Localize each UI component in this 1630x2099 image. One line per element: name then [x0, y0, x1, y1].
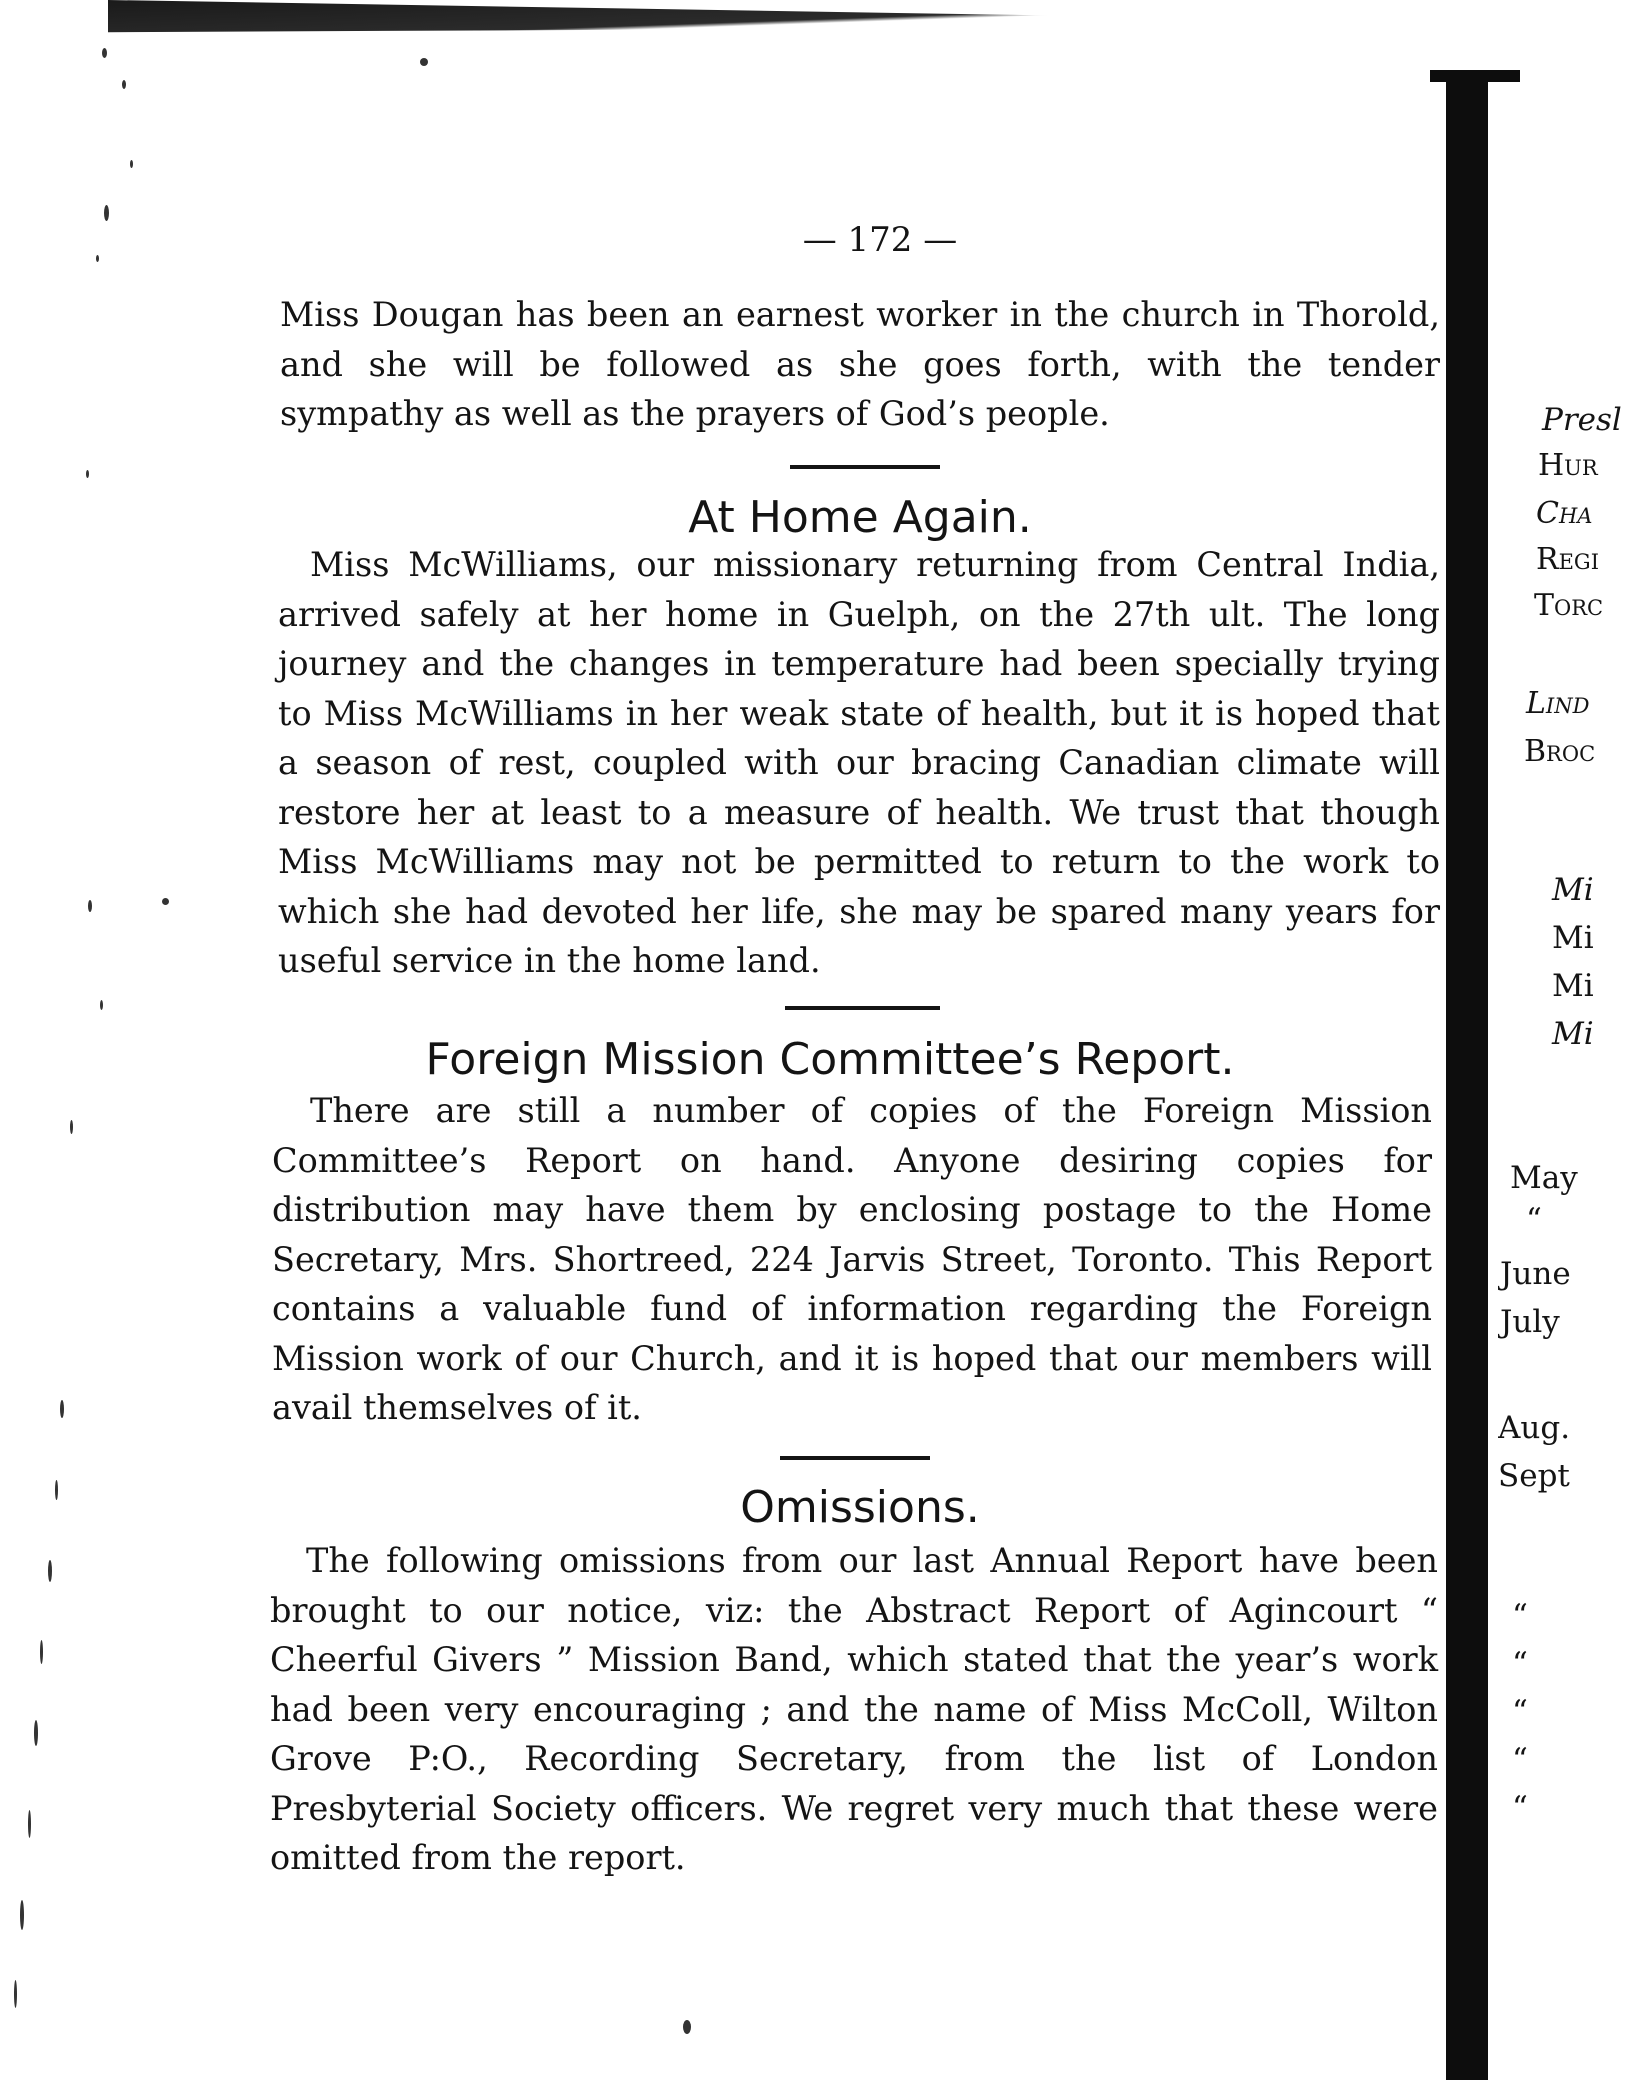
- margin-fragment: “: [1512, 1598, 1528, 1634]
- margin-fragment: Regi: [1536, 542, 1599, 577]
- margin-fragment: Mi: [1552, 920, 1594, 956]
- section-divider: [785, 1006, 940, 1010]
- scan-edge-shadow: [108, 0, 1088, 46]
- margin-fragment: Torc: [1534, 588, 1604, 623]
- section-body-foreign-mission-report: There are still a number of copies of the Foreign Mission Committee’s Report on hand. Anyone desiring copies for distribution may have them by enclosing postage to the Home Secretary, Mrs. Shortreed, 224 Jarvis Street, Toronto. This Report contains a valuable fund of information regarding the Foreign Mission work of our Church, and it is hoped that our members will avail themselves of it.: [272, 1091, 1432, 1427]
- margin-fragment: Hur: [1538, 448, 1598, 483]
- facing-page-margin: [1498, 390, 1630, 2090]
- ink-dot: [420, 58, 428, 66]
- margin-fragment: Presl: [1542, 402, 1622, 438]
- margin-fragment: Mi: [1552, 872, 1594, 908]
- ink-dot: [683, 2020, 691, 2034]
- intro-paragraph: Miss Dougan has been an earnest worker in the church in Thorold, and she will be followed as she goes forth, with the tender sympathy as well as the prayers of God’s people.: [280, 295, 1440, 433]
- margin-fragment: May: [1510, 1160, 1578, 1196]
- margin-fragment: Mi: [1552, 1016, 1594, 1052]
- margin-fragment: “: [1512, 1646, 1528, 1682]
- binding-edge: [1446, 70, 1488, 2080]
- margin-fragment: “: [1512, 1742, 1528, 1778]
- section-heading-omissions: Omissions.: [740, 1482, 980, 1533]
- margin-fragment: “: [1512, 1694, 1528, 1730]
- section-heading-foreign-mission-report: Foreign Mission Committee’s Report.: [425, 1034, 1235, 1085]
- section-divider: [790, 465, 940, 469]
- margin-fragment: Lind: [1526, 686, 1590, 721]
- margin-fragment: “: [1526, 1202, 1542, 1238]
- section-body-at-home-again: Miss McWilliams, our missionary returning from Central India, arrived safely at her home in Guelph, on the 27th ult. The long journey and the changes in temperature had been specially trying to Miss McWilliams in her weak state of health, but it is hoped that a season of rest, coupled with our bracing Canadian climate will restore her at least to a measure of health. We trust that though Miss McWilliams may not be permitted to return to the work to which she had devoted her life, she may be spared many years for useful service in the home land.: [278, 545, 1440, 980]
- margin-fragment: Broc: [1524, 734, 1596, 769]
- ink-dot: [162, 898, 169, 905]
- margin-fragment: Aug.: [1498, 1410, 1571, 1446]
- scan-left-margin-specks: [0, 0, 110, 2099]
- page-number: — 172 —: [802, 220, 958, 260]
- margin-fragment: Cha: [1536, 496, 1593, 531]
- margin-fragment: “: [1512, 1790, 1528, 1826]
- section-body-omissions: The following omissions from our last Annual Report have been brought to our notice, viz: the Abstract Report of Agincourt “ Cheerful Givers ” Mission Band, which stated that the year’s work had been very encouraging ; and the name of Miss McColl, Wilton Grove P:O., Recording Secretary, from the list of London Presbyterial Society officers. We regret very much that these were omitted from the report.: [270, 1541, 1438, 1877]
- section-divider: [780, 1456, 930, 1460]
- margin-fragment: Mi: [1552, 968, 1594, 1004]
- section-heading-at-home-again: At Home Again.: [688, 492, 1032, 543]
- margin-fragment: July: [1500, 1304, 1560, 1340]
- margin-fragment: Sept: [1498, 1458, 1570, 1494]
- margin-fragment: June: [1500, 1256, 1571, 1292]
